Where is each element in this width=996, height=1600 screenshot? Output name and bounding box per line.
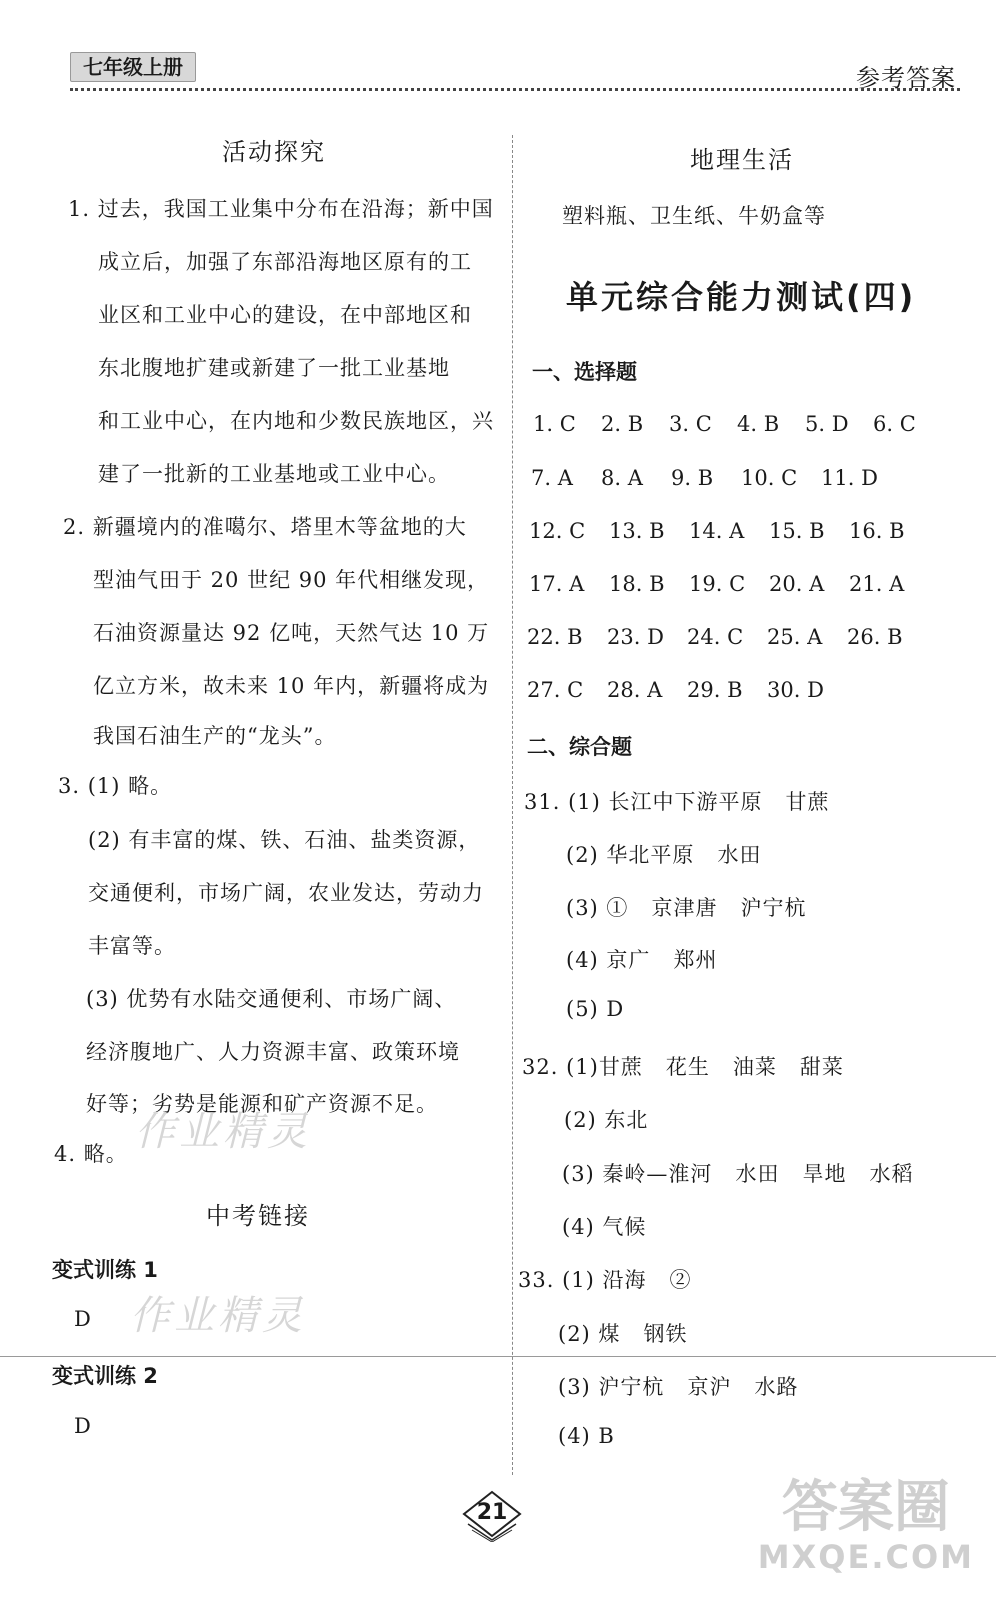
choice-answer: 3. C — [669, 412, 712, 436]
choice-row — [533, 412, 916, 436]
comp-line: (5) D — [566, 997, 625, 1021]
corner-logo-line1: 答案圈 — [781, 1475, 950, 1540]
choice-heading: 一、选择题 — [532, 360, 637, 384]
text-line: 丰富等。 — [88, 934, 176, 958]
choice-answer: 12. C — [529, 519, 586, 543]
choice-answer: 27. C — [527, 678, 584, 702]
corner-logo-line2: MXQE.COM — [757, 1538, 974, 1576]
comp-line: (2) 东北 — [564, 1108, 649, 1132]
comp-line: (3) 秦岭—淮河 水田 旱地 水稻 — [562, 1162, 914, 1186]
choice-answer: 11. D — [821, 466, 878, 490]
choice-row — [527, 625, 903, 649]
variant2-label: 变式训练 2 — [52, 1364, 158, 1388]
text-line: 好等；劣势是能源和矿产资源不足。 — [86, 1092, 438, 1116]
text-line: 我国石油生产的“龙头”。 — [93, 724, 337, 748]
text-line: (3) 优势有水陆交通便利、市场广阔、 — [86, 987, 457, 1011]
choice-answer: 15. B — [769, 519, 825, 543]
text-line: 2. 新疆境内的准噶尔、塔里木等盆地的大 — [63, 515, 467, 539]
choice-row — [531, 466, 878, 490]
text-line: (2) 有丰富的煤、铁、石油、盐类资源， — [88, 828, 481, 852]
comp-line: (2) 华北平原 水田 — [566, 843, 762, 867]
choice-answer: 9. B — [671, 466, 714, 490]
section-label: 参考答案 — [856, 64, 956, 92]
choice-answer: 16. B — [849, 519, 905, 543]
scan-line — [0, 1356, 996, 1357]
choice-answer: 21. A — [849, 572, 905, 596]
choice-answer: 14. A — [689, 519, 745, 543]
choice-row — [529, 519, 905, 543]
watermark: 作业精灵 — [135, 1109, 311, 1155]
text-line: 交通便利，市场广阔，农业发达，劳动力 — [88, 881, 484, 905]
page-number: 21 — [476, 1500, 508, 1525]
comp-line: (4) 京广 郑州 — [566, 948, 718, 972]
text-line: 1. 过去，我国工业集中分布在沿海；新中国 — [68, 197, 494, 221]
grade-label: 七年级上册 — [70, 52, 196, 82]
choice-answer: 20. A — [769, 572, 825, 596]
choice-answer: 28. A — [607, 678, 663, 702]
page-number-badge — [462, 1490, 522, 1542]
text-line: 3. (1) 略。 — [58, 774, 173, 798]
life-answer: 塑料瓶、卫生纸、牛奶盒等 — [562, 204, 826, 228]
text-line: 亿立方米，故未来 10 年内，新疆将成为 — [93, 674, 490, 698]
choice-answer: 17. A — [529, 572, 585, 596]
choice-answer: 6. C — [873, 412, 916, 436]
comp-heading: 二、综合题 — [527, 735, 632, 759]
comp-line: (4) 气候 — [562, 1215, 647, 1239]
text-line: 东北腹地扩建或新建了一批工业基地 — [98, 356, 450, 380]
text-line: 型油气田于 20 世纪 90 年代相继发现， — [93, 568, 490, 592]
choice-answer: 26. B — [847, 625, 903, 649]
choice-answer: 10. C — [741, 466, 798, 490]
choice-answer: 30. D — [767, 678, 824, 702]
choice-row — [527, 678, 824, 702]
choice-answer: 24. C — [687, 625, 744, 649]
variant1-answer: D — [74, 1307, 92, 1331]
choice-answer: 18. B — [609, 572, 665, 596]
variant2-answer: D — [74, 1414, 92, 1438]
text-line: 业区和工业中心的建设，在中部地区和 — [98, 303, 472, 327]
choice-answer: 22. B — [527, 625, 583, 649]
comp-line: 32. (1)甘蔗 花生 油菜 甜菜 — [522, 1055, 844, 1079]
text-line: 成立后，加强了东部沿海地区原有的工 — [98, 250, 472, 274]
choice-answer: 4. B — [737, 412, 780, 436]
column-divider — [512, 135, 513, 1475]
watermark: 作业精灵 — [130, 1293, 306, 1339]
choice-answer: 13. B — [609, 519, 665, 543]
choice-answer: 5. D — [805, 412, 849, 436]
comp-line: (4) B — [558, 1424, 615, 1448]
life-title: 地理生活 — [690, 146, 794, 174]
comp-line: 31. (1) 长江中下游平原 甘蔗 — [524, 790, 830, 814]
choice-row — [529, 572, 904, 596]
choice-answer: 2. B — [601, 412, 644, 436]
comp-line: (3) ① 京津唐 沪宁杭 — [566, 896, 807, 920]
header-divider — [70, 88, 960, 91]
choice-answer: 29. B — [687, 678, 743, 702]
text-line: 4. 略。 — [54, 1142, 128, 1166]
choice-answer: 7. A — [531, 466, 573, 490]
zhongkao-title: 中考链接 — [206, 1202, 310, 1230]
comp-line: (3) 沪宁杭 京沪 水路 — [558, 1375, 799, 1399]
comp-line: 33. (1) 沿海 ② — [518, 1268, 692, 1292]
choice-answer: 19. C — [689, 572, 746, 596]
text-line: 和工业中心，在内地和少数民族地区，兴 — [98, 409, 494, 433]
text-line: 经济腹地广、人力资源丰富、政策环境 — [86, 1040, 460, 1064]
text-line: 石油资源量达 92 亿吨，天然气达 10 万 — [93, 621, 490, 645]
choice-answer: 23. D — [607, 625, 664, 649]
unit-title: 单元综合能力测试(四) — [566, 278, 917, 316]
variant1-label: 变式训练 1 — [52, 1258, 158, 1282]
corner-watermark-logo — [757, 1475, 974, 1576]
choice-answer: 1. C — [533, 412, 576, 436]
activity-title: 活动探究 — [222, 138, 326, 166]
text-line: 建了一批新的工业基地或工业中心。 — [98, 462, 450, 486]
comp-line: (2) 煤 钢铁 — [558, 1322, 688, 1346]
choice-answer: 25. A — [767, 625, 823, 649]
choice-answer: 8. A — [601, 466, 643, 490]
